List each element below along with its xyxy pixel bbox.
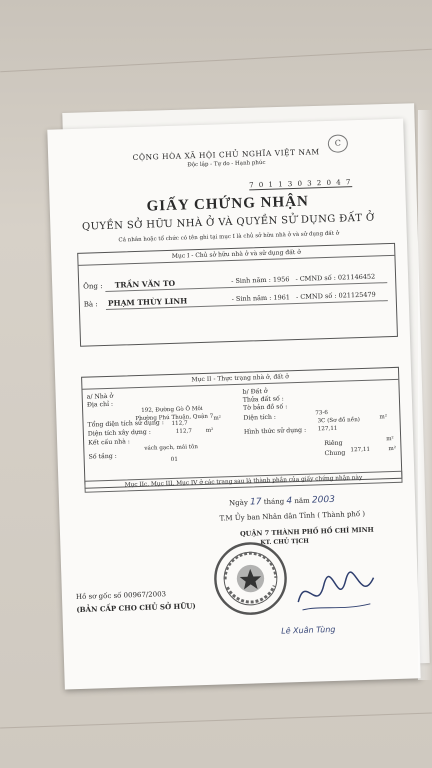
structure-value: vách gạch, mái tôn (144, 444, 199, 452)
owner-row (83, 272, 391, 291)
dossier-number: Hồ sơ gốc số 00967/2003 (75, 590, 167, 602)
address-label: Địa chỉ : (86, 400, 114, 409)
national-motto: Độc lập - Tự do - Hạnh phúc (187, 159, 266, 169)
address-value-line1: 192, Đường Gò Ô Môi (141, 405, 203, 414)
unit-m2: m² (388, 445, 397, 453)
total-floor-value: 112,7 (171, 420, 188, 427)
official-seal-icon (210, 538, 290, 618)
area-value-2: 127,11 (317, 425, 338, 433)
private-label: Riêng (324, 439, 343, 448)
date-month-label: tháng (263, 497, 285, 507)
map-label: Tờ bản đồ số : (243, 403, 288, 412)
signature-icon (289, 560, 381, 623)
address-value-line2: Phường Phú Thuận, Quận 7 (135, 413, 214, 423)
owner-prefix: Bà : (83, 300, 98, 309)
usage-label: Hình thức sử dụng : (243, 426, 307, 436)
section1-title: Mục I - Chủ sở hữu nhà ở và sử dụng đất ở (78, 246, 394, 266)
owner-prefix: Ông : (83, 282, 103, 291)
owner-birth: - Sinh năm : 1956 (231, 275, 290, 286)
page-stack-edge (418, 110, 432, 680)
copy-label: (BẢN CẤP CHO CHỦ SỞ HỮU) (76, 601, 196, 615)
floors-value: 01 (170, 456, 178, 464)
page-circle-mark: C (328, 134, 349, 153)
issue-date (229, 495, 335, 508)
structure-label: Kết cấu nhà : (88, 438, 131, 447)
build-area-label: Diện tích xây dựng : (87, 428, 151, 438)
issuing-authority: T.M Ủy ban Nhân dân Tỉnh ( Thành phố ) (219, 509, 366, 523)
floor-tile-line (0, 49, 431, 73)
floor-tile-line (0, 712, 432, 728)
stamp-organization: QUẬN 7 THÀNH PHỐ HỒ CHÍ MINH (239, 525, 374, 538)
national-header: CỘNG HÒA XÃ HỘI CHỦ NGHĨA VIỆT NAM (132, 147, 320, 163)
total-floor-label: Tổng diện tích sử dụng : (87, 419, 165, 429)
house-heading: a/ Nhà ở (86, 392, 114, 401)
owner-id: - CMND số : 021146452 (295, 272, 376, 284)
owner-name: PHẠM THÙY LINH (107, 296, 188, 308)
document-title: GIẤY CHỨNG NHẬN (146, 193, 310, 215)
section2-title: Mục II - Thực trạng nhà ở, đất ở (82, 370, 398, 390)
date-prefix: Ngày (228, 498, 248, 508)
land-heading: b/ Đất ở (242, 387, 268, 396)
continuation-note: Mục IIc, Mục III, Mục IV ở các trang sau là thành phần của giấy chứng nhận này (84, 471, 402, 493)
certificate-page (47, 119, 420, 690)
floors-label: Số tầng : (88, 452, 117, 461)
area-label: Diện tích : (243, 413, 277, 422)
owner-birth: - Sinh năm : 1961 (231, 293, 291, 304)
common-value: 127,11 (350, 446, 371, 454)
build-area-value: 112,7 (175, 428, 192, 435)
chairman-title: KT. CHỦ TỊCH (260, 537, 310, 547)
owner-id: - CMND số : 021125479 (295, 290, 376, 301)
unit-m2: m² (379, 414, 388, 421)
area-value-1: 3C (Sơ đồ nền) (317, 417, 361, 425)
unit-m2: m² (205, 427, 214, 434)
unit-m2: m² (213, 415, 222, 422)
section-owners (77, 243, 398, 347)
parcel-label: Thửa đất số : (242, 395, 284, 404)
map-value: 73-6 (315, 410, 329, 417)
common-label: Chung (324, 449, 346, 458)
serial-number: 7 0 1 1 3 0 3 2 0 4 7 (249, 178, 352, 190)
date-year: 2003 (311, 494, 336, 506)
intro-statement: Cá nhân hoặc tổ chức có tên ghi tại mục I là chủ sở hữu nhà ở và sử dụng đất ở (118, 230, 340, 244)
owner-name: TRẦN VĂN TO (114, 278, 176, 290)
date-month: 4 (286, 496, 293, 507)
owner-row (84, 290, 392, 309)
section-property (81, 367, 402, 489)
document-subtitle: QUYỀN SỞ HỮU NHÀ Ở VÀ QUYỀN SỬ DỤNG ĐẤT Ở (81, 212, 375, 233)
date-year-label: năm (294, 496, 310, 506)
signer-name: Lê Xuân Tùng (281, 624, 336, 636)
unit-m2: m² (386, 436, 394, 443)
date-day: 17 (249, 497, 262, 508)
